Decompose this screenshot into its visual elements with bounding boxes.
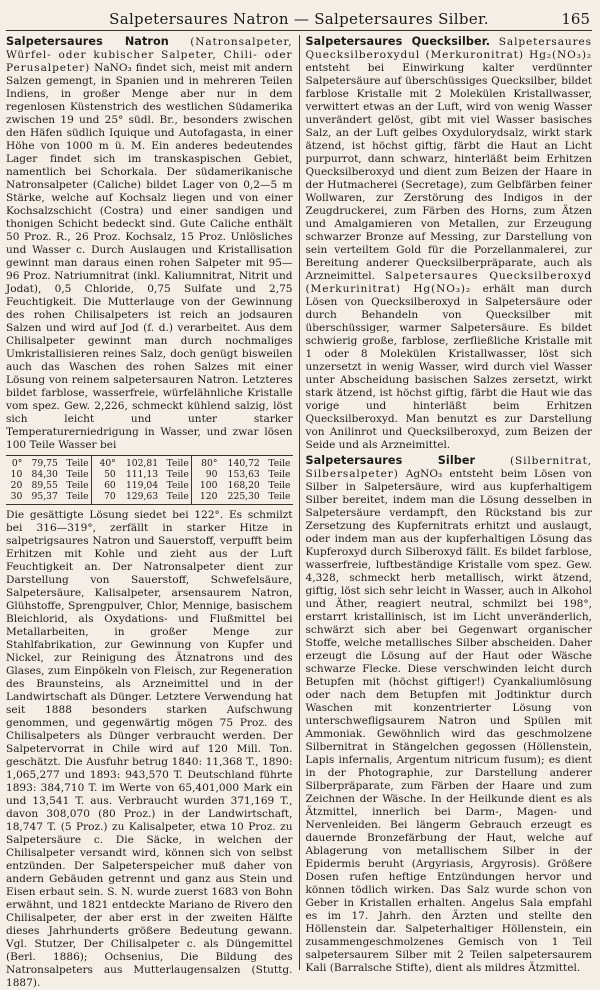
lead-text: Salpetersaures Quecksilberoxydul (Merkuronitrat) Hg₂(NO₃)₂ bbox=[305, 36, 592, 61]
parts-cell: 84,30 bbox=[31, 469, 58, 480]
parts-cell: 119,04 bbox=[125, 480, 159, 491]
parts-cell: 225,30 bbox=[219, 491, 261, 505]
parts-cell: 129,63 bbox=[118, 491, 160, 505]
headword: Salpetersaures Natron bbox=[6, 35, 169, 48]
unit-cell: Teile bbox=[60, 491, 91, 505]
temperature-cell: 120 bbox=[191, 491, 219, 505]
unit-cell: Teile bbox=[166, 469, 189, 480]
solubility-table bbox=[6, 455, 293, 505]
temperature-cell: 30 bbox=[6, 491, 24, 505]
unit-cell: Teile bbox=[262, 456, 293, 470]
entry-text: entsteht beim Lösen von Silber in Salpetersäure, wird aus kupferhaltigem Silber bereitet, indem man die Lösung desselben in Salpetersäure verdampft, den Rückstand bis zur Zersetzung des Kupfernitrats erhitzt und auslaugt, oder indem man aus der kupferhaltigen Lösung das Kupferoxyd durch Silberoxyd fällt. Es bildet farblose, wasserfreie, luftbeständige Kristalle vom spez. Gew. 4,328, schmeckt herb metallisch, wirkt ätzend, giftig, löst sich sehr leicht in Wasser, auch in Alkohol und Äther, reagiert neutral, schmilzt bei 198°, erstarrt kristallinisch, ist im Licht unveränderlich, schwärzt sich aber bei Gegenwart organischer Stoffe, welche metallisches Silber abscheiden. Daher erzeugt die Lösung auf der Haut oder Wäsche schwarze Flecke. Diese verschwinden leicht durch Betupfen mit (höchst giftiger!) Cyankaliumlösung oder nach dem Betupfen mit Jodtinktur durch Waschen mit konzentrierter Lösung von unterschwefligsaurem Natron und Spülen mit Ammoniak. Gewöhnlich wird das geschmolzene Silbernitrat in Stängelchen gegossen (Höllenstein, Lapis infernalis, Argentum nitricum fusum); es dient in der Photographie, zur Darstellung anderer Silberpräparate, zum Färben der Haare und zum Zeichnen der Wäsche. In der Heilkunde dient es als Ätzmittel, innerlich bei Darm-, Magen- und Nervenleiden. Bei längerm Gebrauch erzeugt es dauernde Bronzefärbung der Haut, welche auf Ablagerung von metallischem Silber in der Epidermis beruht (Argyriasis, Argyrosis). Größere Dosen rufen heftige Entzündungen hervor und können tödlich wirken. Das Salz wurde schon von Geber in Kristallen erhalten. Angelus Sala empfahl es im 17. Jahrh. den Ärzten und stellte den Höllenstein dar. Salpeterhaltiger Höllenstein, ein zusammengeschmolzenes Gemisch von 1 Teil salpetersaurem Silber mit 2 Teilen salpetersaurem Kali (Barralsche Stifte), dient als mildres Ätzmittel. bbox=[305, 468, 592, 974]
synonyms: (Natronsalpeter, Würfel- oder kubischer Salpeter, Chili- oder Perusalpeter) bbox=[6, 36, 293, 74]
entry-text: findet sich, meist mit andern Salzen gemengt, in Spanien und in mehreren Teilen Indiens, in großer Menge aber nur in dem regenlosen Küstenstrich des westlichen Südamerika zwischen 19 und 25° südl. Br., besonders zwischen den Häfen südlich Iquique und Autofagasta, in einer Höhe von 1000 m ü. M. Ein anderes bedeutendes Lager findet sich im transkaspischen Gebiet, namentlich bei Schorkala. Der südamerikanische Natronsalpeter (Caliche) bildet Lager von 0,2—5 m Stärke, welche auf Kochsalz liegen und von einer Kochsalzschicht (Costra) und einer sandigen und thonigen Schicht bedeckt sind. Gute Caliche enthält 50 Proz. R., 26 Proz. Kochsalz, 15 Proz. Unlösliches und Wasser c. Durch Auslaugen und Kristallisation gewinnt man daraus einen rohen Salpeter mit 95—96 Proz. Natriumnitrat (inkl. Kaliumnitrat, Nitrit und Jodat), 0,5 Chloride, 0,75 Sulfate und 2,75 Feuchtigkeit. Die Mutterlauge von der Gewinnung des rohen Chilisalpeters ist reich an jodsauren Salzen und wird auf Jod (f. d.) verarbeitet. Aus dem Chilisalpeter gewinnt man durch nochmaliges Umkristallisieren reines Salz, doch genügt bisweilen auch das Waschen des rohen Salzes mit einer Lösung von reinem salpetersauren Natron. Letzteres bildet farblose, wasserfreie, würfelähnliche Kristalle vom spez. Gew. 2,226, schmeckt kühlend salzig, löst sich leicht und unter starker Temperaturerniedrigung in Wasser, und zwar lösen 100 Teile Wasser bei bbox=[6, 62, 293, 451]
running-title: Salpetersaures Natron — Salpetersaures Silber. bbox=[109, 10, 489, 28]
table-row bbox=[6, 469, 293, 480]
entry-salpetersaures-quecksilber bbox=[306, 35, 593, 452]
temperature-cell: 0° bbox=[6, 456, 24, 470]
sub-lead-text: Salpetersaures Quecksilberoxyd (Merkurinitrat) Hg(NO₃)₂ bbox=[305, 270, 592, 295]
page-number: 165 bbox=[561, 10, 590, 28]
chemical-formula: AgNO₃ bbox=[405, 468, 443, 480]
unit-cell: Teile bbox=[160, 456, 191, 470]
unit-cell: Teile bbox=[60, 456, 91, 470]
headword: Salpetersaures Quecksilber. bbox=[305, 35, 491, 48]
temperature-cell: 90 bbox=[191, 469, 219, 480]
unit-cell: Teile bbox=[66, 469, 89, 480]
unit-cell: Teile bbox=[166, 480, 189, 491]
unit-cell: Teile bbox=[268, 469, 291, 480]
running-head bbox=[6, 6, 592, 31]
entry-continuation: Die gesättigte Lösung siedet bei 122°. Es schmilzt bei 316—319°, zerfällt in starker Hitze in salpetrigsaures Natron und Sauerstoff, verpufft beim Erhitzen mit Kohle und zieht aus der Luft Feuchtigkeit an. Der Natronsalpeter dient zur Darstellung von Sauerstoff, Schwefelsäure, Salpetersäure, Kalisalpeter, arsensaurem Natron, Glühstoffe, Sprengpulver, Chlor, Mennige, basischem Bleichlorid, als Oxydations- und Flußmittel bei Metallarbeiten, in großer Menge zur Stahlfabrikation, zur Gewinnung von Kupfer und Nickel, zur Reinigung des Ätznatrons und des Glases, zum Einpökeln von Fleisch, zur Regeneration des Braunsteins, als Arzneimittel und in der Landwirtschaft als Dünger. Letztere Verwendung hat seit 1888 besonders starken Aufschwung genommen, und gegenwärtig mögen 75 Proz. des Chilisalpeters als Dünger verbraucht werden. Der Salpetervorrat in Chile wird auf 120 Mill. Ton. geschätzt. Die Ausfuhr betrug 1840: 11,368 T., 1890: 1,065,277 und 1893: 943,570 T. Deutschland führte 1893: 384,710 T. im Werte von 65,401,000 Mark ein und 13,541 T. aus. Verbraucht wurden 371,169 T., davon 308,070 (80 Proz.) in der Landwirtschaft, 18,747 T. (5 Proz.) zu Kalisalpeter, etwa 10 Proz. zu Salpetersäure c. Die Säcke, in welchen der Chilisalpeter versandt wird, können sich von selbst entzünden. Der Salpeterspeicher muß daher von andern Gebäuden getrennt und ganz aus Stein und Eisen erbaut sein. S. N. wurde zuerst 1683 von Bohn erwähnt, und 1821 entdeckte Mariano de Rivero den Chilisalpeter, der aber erst in der zweiten Hälfte dieses Jahrhunderts größere Bedeutung gewann. Vgl. Stutzer, Der Chilisalpeter c. als Düngemittel (Berl. 1886); Ochsenius, Die Bildung des Natronsalpeters aus Mutterlaugensalzen (Stuttg. 1887). bbox=[6, 509, 293, 989]
synonyms: (Silbernitrat, Silbersalpeter) bbox=[305, 455, 593, 480]
parts-cell: 89,55 bbox=[31, 480, 58, 491]
temperature-cell: 40° bbox=[91, 456, 118, 470]
table-row bbox=[6, 480, 293, 491]
sub-entry-text: erhält man durch Lösen von Quecksilberoxyd in Salpetersäure oder durch Behandeln von Quecksilber mit überschüssiger, warmer Salpetersäure. Es bildet schwierig große, farblose, zerfließliche Kristalle mit 1 oder 8 Molekülen Kristallwasser, löst sich unzersetzt in wenig Wasser, wird durch viel Wasser unter Abscheidung basischen Salzes zersetzt, wirkt stark ätzend, ist höchst giftig, färbt die Haut wie das vorige und hinterläßt beim Erhitzen Quecksilberoxyd. Man benutzt es zur Darstellung von Anilinrot und Quecksilberoxyd, zum Beizen der Seide und als Arzneimittel. bbox=[305, 283, 592, 451]
temperature-cell: 10 bbox=[10, 469, 23, 480]
parts-cell: 153,63 bbox=[227, 469, 260, 480]
right-column bbox=[300, 35, 593, 974]
entry-salpetersaures-natron bbox=[6, 35, 293, 452]
parts-cell: 102,81 bbox=[118, 456, 160, 470]
unit-cell: Teile bbox=[268, 480, 291, 491]
parts-cell: 111,13 bbox=[125, 469, 159, 480]
left-column bbox=[6, 35, 299, 989]
temperature-cell: 70 bbox=[91, 491, 118, 505]
unit-cell: Teile bbox=[262, 491, 293, 505]
unit-cell: Teile bbox=[66, 480, 89, 491]
entry-text: entsteht bei Einwirkung kalter verdünnter Salpetersäure auf überschüssiges Quecksilber, bildet farblose Kristalle mit 2 Molekülen Kristallwasser, verwittert etwas an der Luft, wird von wenig Wasser unverändert gelöst, gibt mit viel Wasser basisches Salz, an der Luft gelbes Oxydulorydsalz, wirkt stark ätzend, ist höchst giftig, färbt die Haut an Licht purpurrot, dann schwarz, hinterläßt beim Erhitzen Quecksilberoxyd und dient zum Beizen der Haare in der Hutmacherei (Secretage), zum Gelbfärben feiner Wollwaren, zur Zerstörung des Indigos in der Zeugdruckerei, zum Färben des Horns, zum Ätzen und Amalgamieren von Metallen, zur Erzeugung schwarzer Bronze auf Messing, zur Darstellung von sein verteiltem Gold für die Porzellanmalerei, zur Bereitung anderer Quecksilberpräparate, auch als Arzneimittel. bbox=[305, 62, 592, 282]
temperature-cell: 100 bbox=[191, 480, 219, 491]
entry-salpetersaures-silber bbox=[306, 454, 593, 975]
chemical-formula: NaNO₃ bbox=[94, 62, 132, 74]
parts-cell: 140,72 bbox=[219, 456, 261, 470]
text-columns bbox=[6, 35, 593, 989]
parts-cell: 79,75 bbox=[24, 456, 59, 470]
temperature-cell: 20 bbox=[10, 480, 23, 491]
temperature-cell: 60 bbox=[91, 480, 118, 491]
parts-cell: 168,20 bbox=[227, 480, 260, 491]
parts-cell: 95,37 bbox=[24, 491, 59, 505]
unit-cell: Teile bbox=[160, 491, 191, 505]
table-row bbox=[6, 456, 293, 470]
temperature-cell: 80° bbox=[191, 456, 219, 470]
headword: Salpetersaures Silber bbox=[305, 454, 476, 467]
temperature-cell: 50 bbox=[91, 469, 118, 480]
table-row bbox=[6, 491, 293, 505]
